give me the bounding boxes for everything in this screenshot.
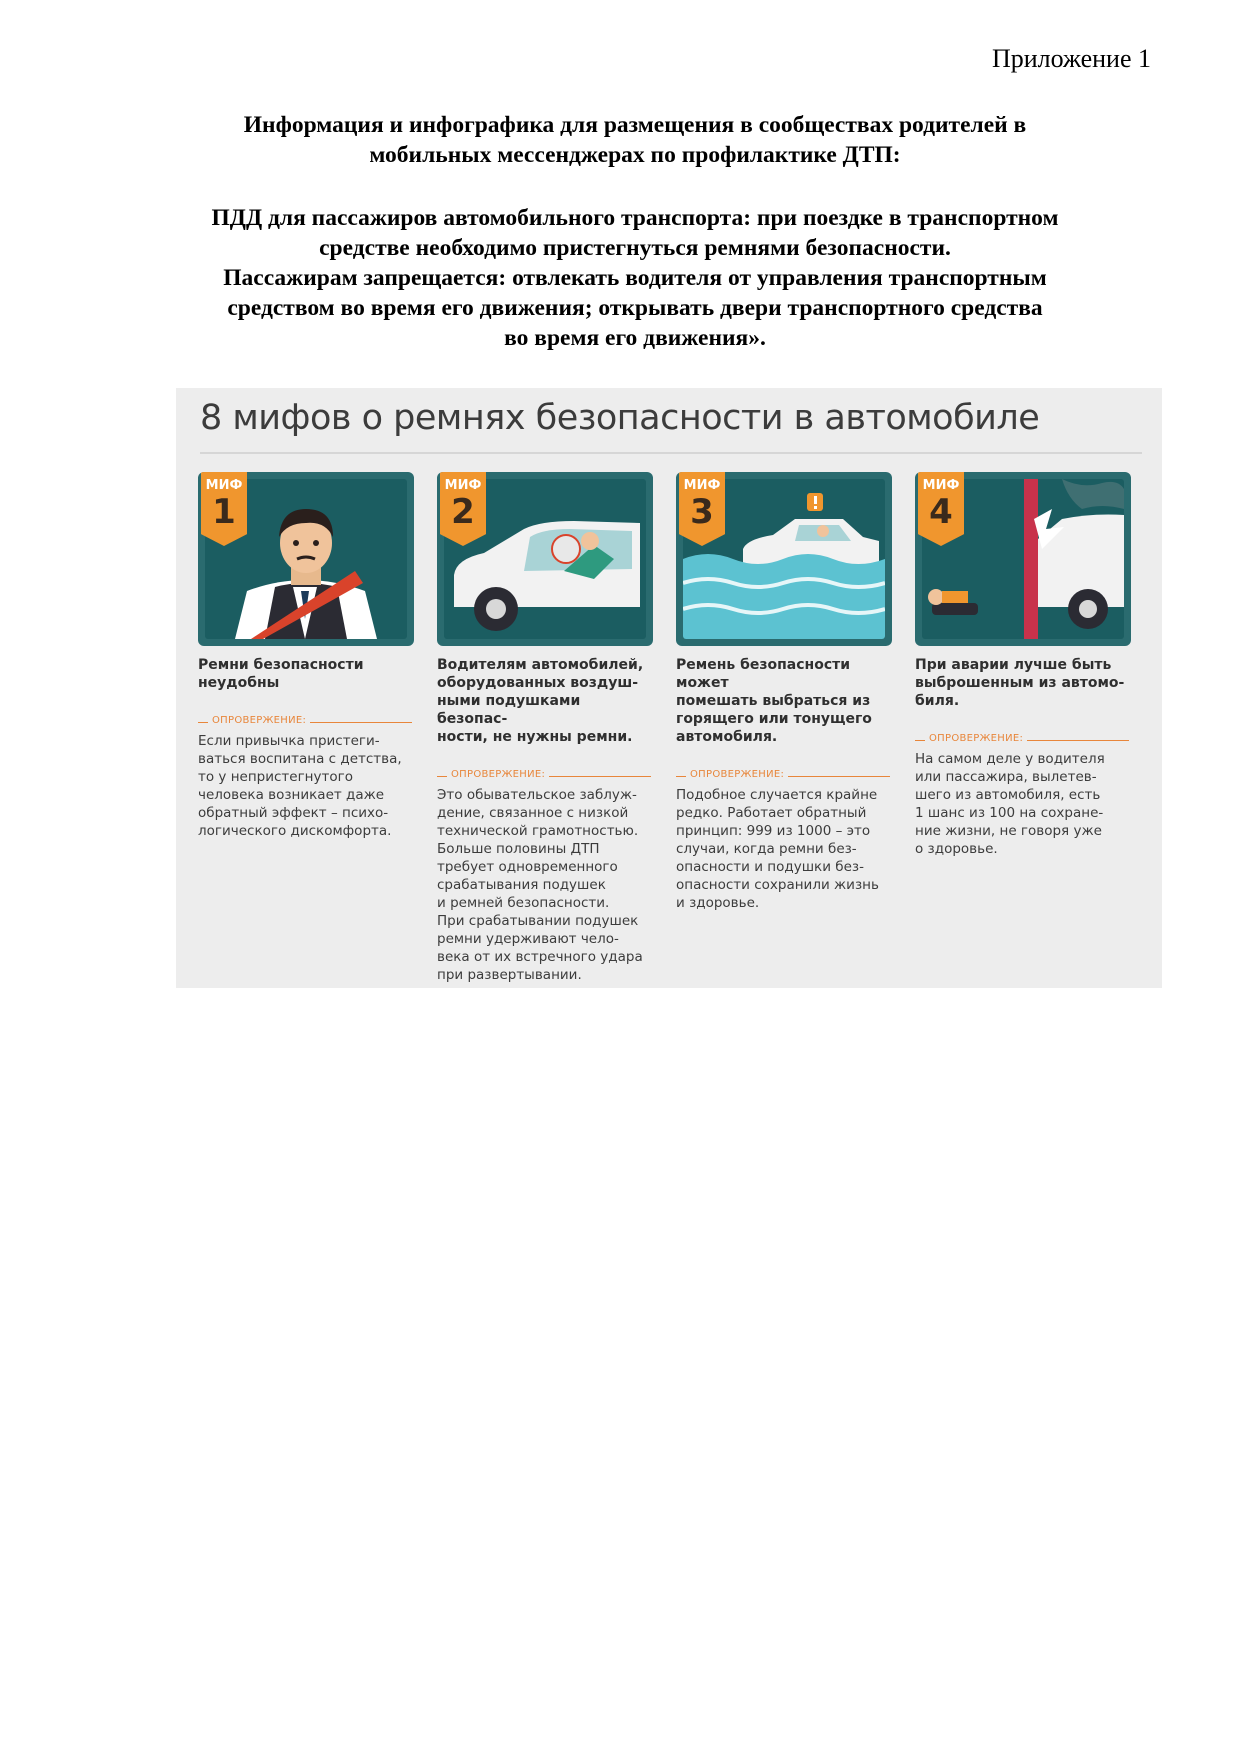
rules-line: во время его движения». [504,325,766,351]
myth-panel [198,472,414,646]
refutation-divider: ОПРОВЕРЖЕНИЕ: [915,733,1129,747]
seatbelt-myths-infographic [176,388,1162,988]
myth-panel [437,472,653,646]
myth-refutation-text: Это обывательское заблуж- дение, связанное с низкой технической грамотностью. Больше половины ДТП требует одновременного срабатывания подушек и ремней безопасности. При срабатывании подушек ремни удерживают чело- века от их встречного удара при развертывании. [437,787,643,983]
rules-line: ПДД для пассажиров автомобильного транспорта: при поездке в транспортном [211,205,1059,231]
rules-line: средстве необходимо пристегнуться ремнями безопасности. [319,235,951,261]
heading-line: Информация и инфографика для размещения в сообществах родителей в [243,112,1027,138]
myth-headline: Водителям автомобилей, оборудованных воздуш- ными подушками безопас- ности, не нужны ремни. [437,657,644,745]
appendix-label: Приложение 1 [991,44,1151,73]
myth-panel [676,472,892,646]
document-heading [150,110,1120,170]
myth-badge: МИФ 1 [201,472,247,546]
infographic-title: 8 мифов о ремнях безопасности в автомобиле [200,398,1040,438]
myth-badge: МИФ 4 [918,472,964,546]
myth-card-2 [437,472,653,992]
myth-badge: МИФ 2 [440,472,486,546]
myth-card-3 [676,472,892,992]
traffic-rules-text [150,203,1120,353]
refutation-divider: ОПРОВЕРЖЕНИЕ: [198,715,412,729]
myth-panel [915,472,1131,646]
myth-refutation-text: На самом деле у водителя или пассажира, вылетев- шего из автомобиля, есть 1 шанс из 100 на сохране- ние жизни, не говоря уже о здоровье. [915,751,1105,857]
myth-card-1 [198,472,414,992]
myth-refutation-text: Подобное случается крайне редко. Работает обратный принцип: 999 из 1000 – это случаи, когда ремни без- опасности и подушки без- опасности сохранили жизнь и здоровье. [676,787,879,911]
refutation-divider: ОПРОВЕРЖЕНИЕ: [437,769,651,783]
heading-line: мобильных мессенджерах по профилактике ДТП: [369,142,901,168]
title-divider [200,452,1142,454]
myth-card-4 [915,472,1131,992]
myth-refutation-text: Если привычка пристеги- ваться воспитана с детства, то у непристегнутого человека возникает даже обратный эффект – психо- логического дискомфорта. [198,733,402,839]
refutation-divider: ОПРОВЕРЖЕНИЕ: [676,769,890,783]
rules-line: средством во время его движения; открывать двери транспортного средства [227,295,1043,321]
myth-headline: Ремни безопасности неудобны [198,657,364,691]
myth-badge: МИФ 3 [679,472,725,546]
myth-headline: Ремень безопасности может помешать выбраться из горящего или тонущего автомобиля. [676,657,872,745]
myth-headline: При аварии лучше быть выброшенным из автомо- биля. [915,657,1125,709]
rules-line: Пассажирам запрещается: отвлекать водителя от управления транспортным [223,265,1047,291]
